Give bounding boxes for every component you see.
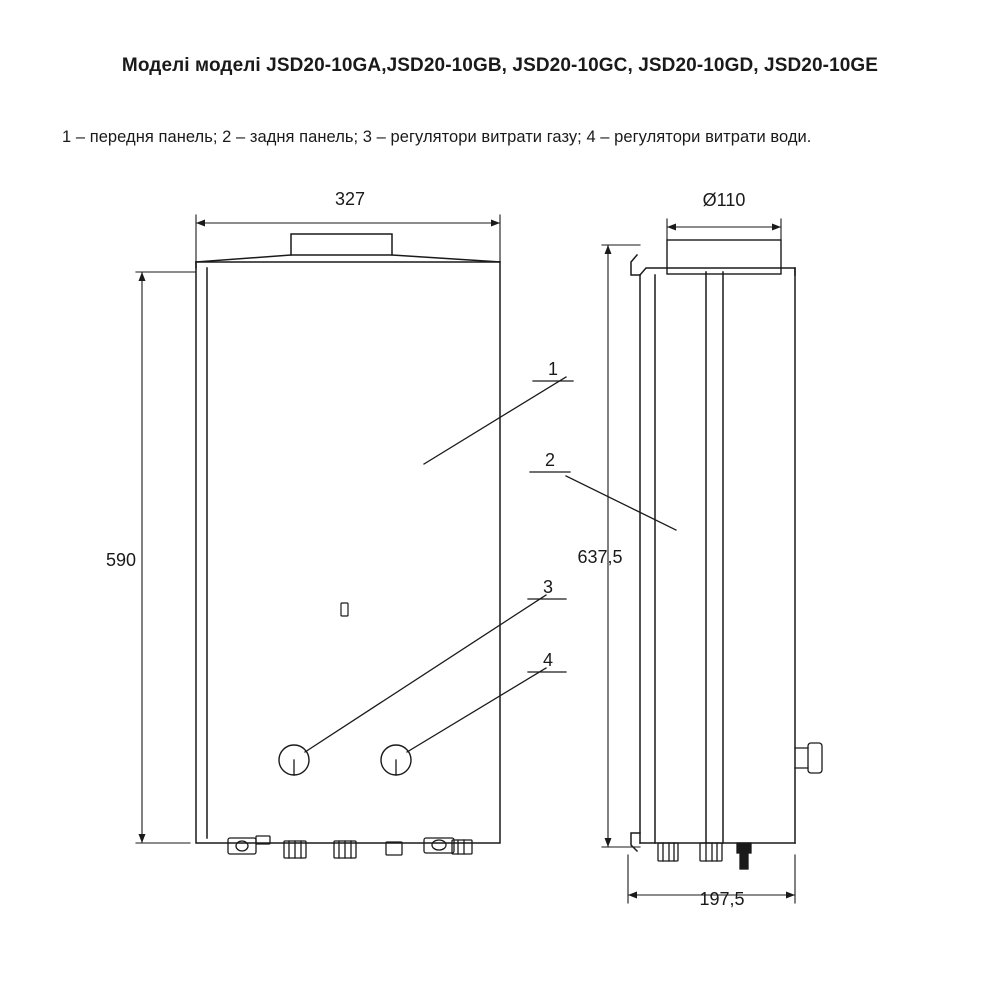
dim-arrow-top-6375	[605, 245, 612, 254]
front-view-body	[196, 234, 500, 843]
front-body-flue-collar	[291, 234, 392, 255]
callout-2: 2	[544, 450, 556, 470]
legend-text: 1 – передня панель; 2 – задня панель; 3 – регулятори витрати газу; 4 – регулятори витрати води.	[62, 128, 812, 146]
front-bottom-fittings	[228, 836, 472, 858]
callout-leader-2	[566, 476, 676, 530]
side-control-knob	[795, 743, 822, 773]
dim-arrow-top-590	[139, 272, 146, 281]
dim-arrow-bottom-6375	[605, 838, 612, 847]
label-flue-d110: Ø110	[702, 190, 746, 210]
side-flue-collar	[667, 240, 781, 274]
dim-arrow-right-d110	[772, 224, 781, 231]
side-view-body	[631, 255, 795, 851]
callout-leader-3	[305, 595, 546, 752]
label-width-327: 327	[334, 189, 366, 209]
dim-arrow-bottom-590	[139, 834, 146, 843]
callout-3: 3	[542, 577, 554, 597]
dim-arrow-right-327	[491, 220, 500, 227]
front-body-top-edge	[196, 255, 500, 262]
dim-arrow-left-327	[196, 220, 205, 227]
label-height-6375: 637,5	[577, 547, 623, 567]
callout-leader-4	[407, 668, 546, 752]
side-top-bracket	[631, 255, 640, 275]
label-height-590: 590	[105, 550, 137, 570]
dim-arrow-left-1975	[628, 892, 637, 899]
side-bottom-bracket	[631, 833, 640, 851]
callout-4: 4	[542, 650, 554, 670]
callout-1: 1	[547, 359, 559, 379]
label-depth-1975: 197,5	[699, 889, 745, 909]
side-bottom-fittings	[658, 843, 751, 869]
front-body-outline	[196, 262, 500, 843]
page-title: Моделі моделі JSD20-10GA,JSD20-10GB, JSD20-10GC, JSD20-10GD, JSD20-10GE	[121, 55, 879, 76]
dim-arrow-left-d110	[667, 224, 676, 231]
dim-arrow-right-1975	[786, 892, 795, 899]
front-indicator-window	[341, 603, 348, 616]
